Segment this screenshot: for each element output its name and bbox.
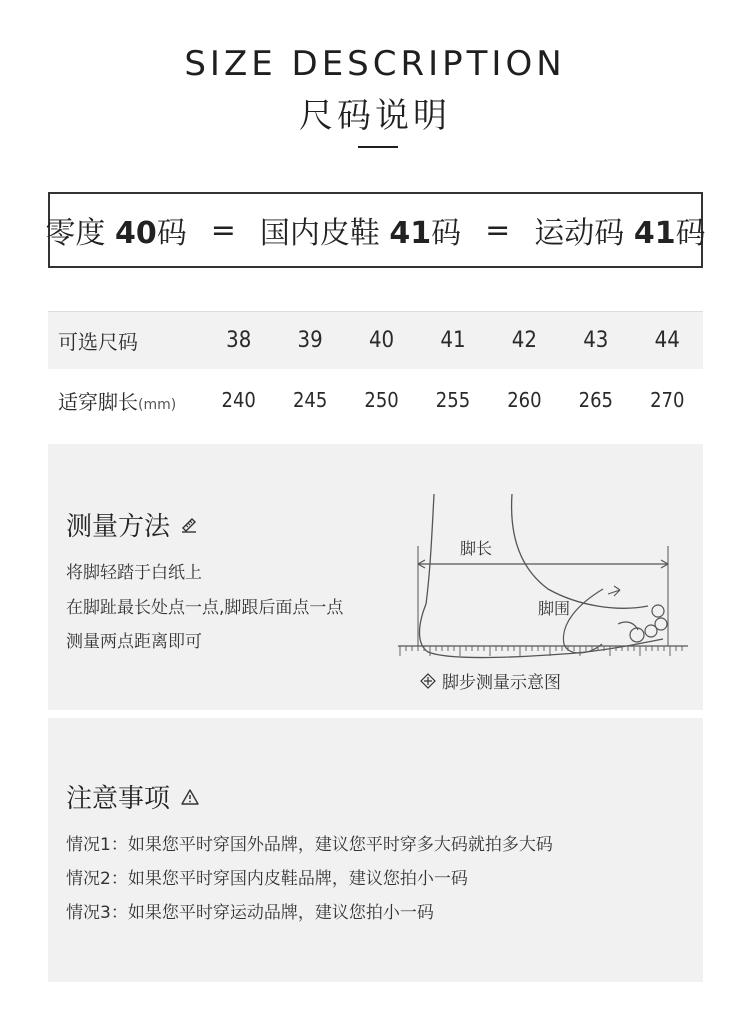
diagram-caption: 脚步测量示意图 (420, 668, 561, 693)
size-cell: 43 (583, 328, 609, 353)
size-cell: 42 (511, 328, 537, 353)
unit-label: (mm) (138, 396, 177, 413)
measure-step: 在脚趾最长处点一点,脚跟后面点一点 (66, 598, 344, 618)
equiv-lingdu: 零度 40码 (45, 216, 187, 251)
crosshair-diamond-icon (420, 673, 436, 689)
length-cell: 265 (578, 388, 613, 412)
foot-length-label: 适穿脚长(mm) (58, 389, 177, 414)
notes-title: 注意事项 (66, 778, 200, 815)
notes-panel (48, 718, 703, 982)
equiv-domestic-leather: 国内皮鞋 41码 (259, 216, 462, 251)
note-item: 情况1：如果您平时穿国外品牌，建议您平时穿多大码就拍多大码 (66, 835, 553, 855)
warning-triangle-icon (180, 788, 200, 806)
equals-sign: = (210, 212, 236, 248)
equiv-sports: 运动码 41码 (534, 216, 706, 251)
measure-step: 测量两点距离即可 (66, 632, 202, 652)
size-cell: 39 (297, 328, 323, 353)
length-cell: 240 (221, 388, 256, 412)
size-row-label: 可选尺码 (58, 330, 138, 354)
measure-step: 将脚轻踏于白纸上 (66, 563, 202, 583)
size-equivalence-box (45, 192, 706, 268)
size-cell: 44 (654, 328, 680, 353)
title-divider (358, 146, 398, 148)
foot-length-label: 脚长 (460, 539, 493, 558)
length-cell: 260 (507, 388, 542, 412)
measurement-method-panel (48, 444, 703, 710)
size-cell: 40 (368, 328, 395, 353)
length-cell: 245 (292, 388, 328, 412)
note-item: 情况3：如果您平时穿运动品牌，建议您拍小一码 (66, 903, 434, 923)
measurement-method-title: 测量方法 (66, 506, 198, 543)
length-cell: 270 (650, 388, 685, 412)
length-cell: 250 (364, 388, 399, 412)
size-cell: 41 (440, 328, 466, 353)
length-cell: 255 (435, 388, 471, 412)
ruler-pencil-icon (180, 516, 198, 534)
foot-length-row (48, 369, 703, 431)
note-item: 情况2：如果您平时穿国内皮鞋品牌，建议您拍小一码 (66, 869, 468, 889)
equals-sign: = (485, 212, 511, 248)
foot-girth-label: 脚围 (538, 599, 571, 618)
size-row (48, 311, 703, 369)
size-cell: 38 (226, 328, 252, 353)
size-table (48, 311, 703, 431)
page-title-english: SIZE DESCRIPTION (184, 44, 566, 84)
page-title-chinese: 尺码说明 (299, 96, 451, 136)
